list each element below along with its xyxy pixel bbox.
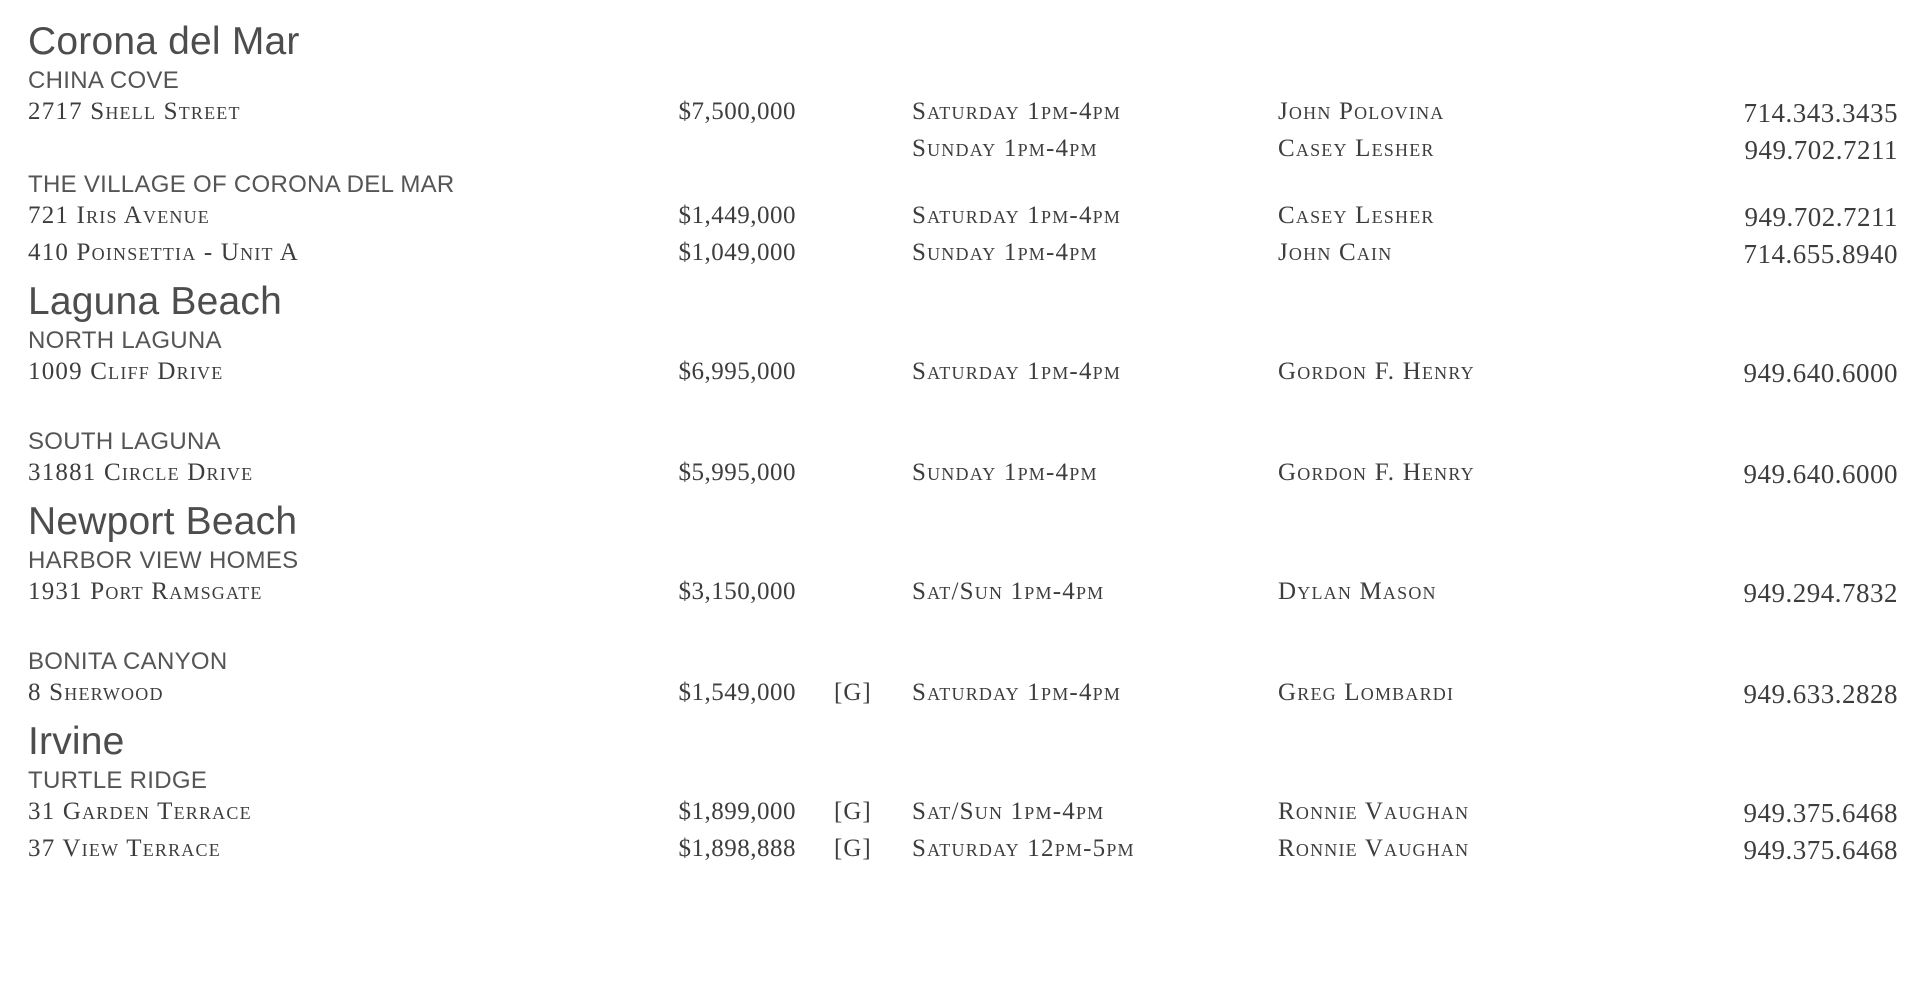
listing-price: $1,899,000 [678,798,796,825]
agent-name: Greg Lombardi [1278,679,1455,706]
listing-row [28,356,1898,393]
agent-phone: 949.640.6000 [1743,459,1898,489]
listing-row [28,576,1898,613]
open-house-time: Saturday 1pm-4pm [912,202,1122,229]
open-house-time: Saturday 1pm-4pm [912,679,1122,706]
listing-tag: [G] [834,835,872,862]
listing-tag: [G] [834,798,872,825]
area-heading: HARBOR VIEW HOMES [28,547,299,574]
city-section [28,718,1898,870]
listing-address: 31 Garden Terrace [28,798,252,825]
agent-name: Casey Lesher [1278,135,1435,162]
listing-row [28,200,1898,237]
open-house-time: Sunday 1pm-4pm [912,135,1098,162]
city-section [28,18,1898,274]
area-heading: THE VILLAGE OF CORONA DEL MAR [28,171,455,198]
listing-row [28,96,1898,133]
listing-row [28,457,1898,494]
listing-price: $7,500,000 [678,98,796,125]
agent-name: Gordon F. Henry [1278,459,1475,486]
agent-name: John Polovina [1278,98,1445,125]
listing-address: 1009 Cliff Drive [28,358,224,385]
area-heading: NORTH LAGUNA [28,327,222,354]
agent-name: Ronnie Vaughan [1278,835,1470,862]
listing-address: 8 Sherwood [28,679,164,706]
listing-address: 721 Iris Avenue [28,202,210,229]
listing-price: $3,150,000 [678,578,796,605]
listing-row [28,796,1898,833]
listing-address: 410 Poinsettia - Unit A [28,239,300,266]
open-house-time: Saturday 12pm-5pm [912,835,1135,862]
agent-phone: 949.702.7211 [1744,135,1898,165]
agent-name: Casey Lesher [1278,202,1435,229]
listing-price: $1,049,000 [678,239,796,266]
city-heading: Irvine [28,720,125,763]
open-house-time: Sat/Sun 1pm-4pm [912,798,1105,825]
agent-phone: 949.633.2828 [1743,679,1898,709]
city-heading: Newport Beach [28,500,298,543]
area-heading: SOUTH LAGUNA [28,428,221,455]
agent-phone: 714.655.8940 [1743,239,1898,269]
agent-phone: 949.375.6468 [1743,798,1898,828]
city-section [28,278,1898,494]
agent-phone: 714.343.3435 [1743,98,1898,128]
agent-phone: 949.702.7211 [1744,202,1898,232]
agent-phone: 949.375.6468 [1743,835,1898,865]
open-house-time: Saturday 1pm-4pm [912,358,1122,385]
listing-price: $1,549,000 [678,679,796,706]
listing-row [28,133,1898,170]
area-heading: CHINA COVE [28,67,180,94]
listing-price: $5,995,000 [678,459,796,486]
listing-row [28,677,1898,714]
listing-price: $6,995,000 [678,358,796,385]
open-house-time: Sunday 1pm-4pm [912,239,1098,266]
listing-address: 2717 Shell Street [28,98,241,125]
open-house-listing [28,18,1898,870]
open-house-time: Sat/Sun 1pm-4pm [912,578,1105,605]
area-heading: BONITA CANYON [28,648,228,675]
listing-row [28,237,1898,274]
open-house-time: Sunday 1pm-4pm [912,459,1098,486]
city-heading: Laguna Beach [28,280,282,323]
listing-tag: [G] [834,679,872,706]
agent-name: Dylan Mason [1278,578,1437,605]
listing-address: 31881 Circle Drive [28,459,254,486]
area-heading: TURTLE RIDGE [28,767,208,794]
listing-price: $1,898,888 [678,835,796,862]
listing-address: 37 View Terrace [28,835,221,862]
agent-name: Ronnie Vaughan [1278,798,1470,825]
open-house-time: Saturday 1pm-4pm [912,98,1122,125]
agent-name: Gordon F. Henry [1278,358,1475,385]
listing-price: $1,449,000 [678,202,796,229]
agent-phone: 949.640.6000 [1743,358,1898,388]
agent-phone: 949.294.7832 [1743,578,1898,608]
listing-address: 1931 Port Ramsgate [28,578,263,605]
listing-row [28,833,1898,870]
city-section [28,498,1898,714]
agent-name: John Cain [1278,239,1393,266]
city-heading: Corona del Mar [28,20,300,63]
